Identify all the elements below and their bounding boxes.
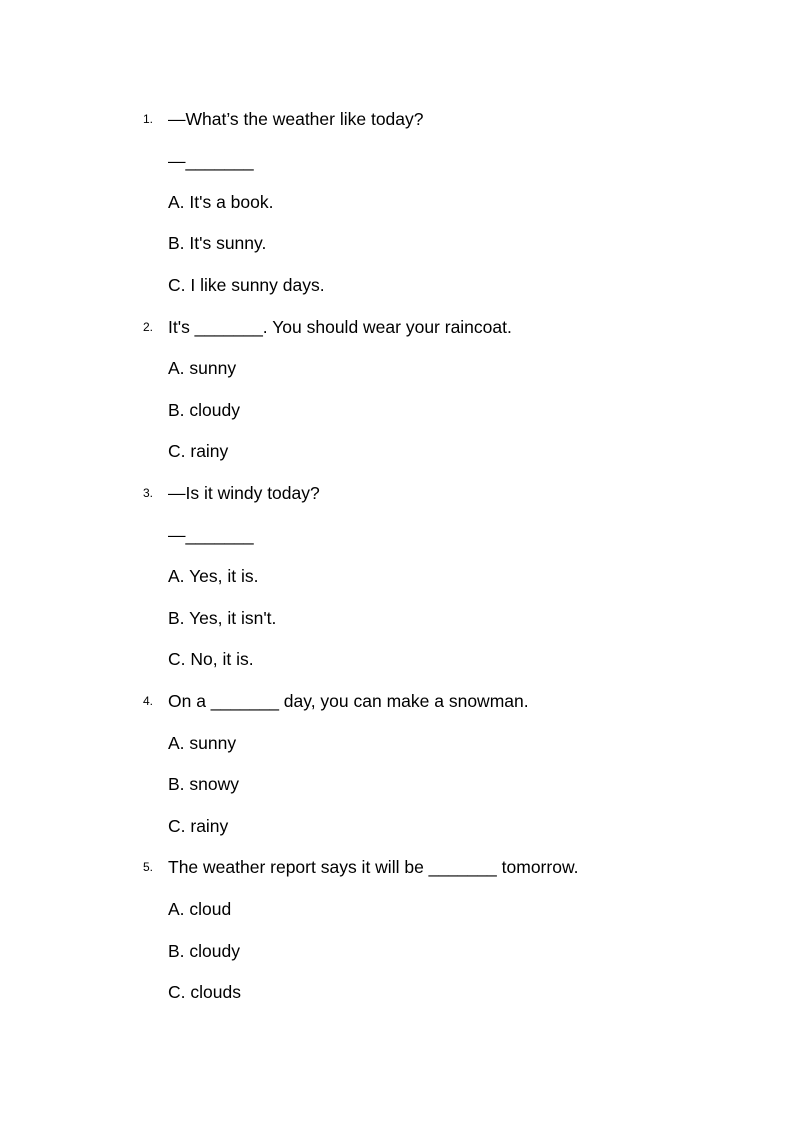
option-a: A. It's a book. (168, 192, 274, 212)
option-b: B. snowy (168, 774, 239, 794)
option-c: C. No, it is. (168, 649, 254, 669)
question-stem: —What’s the weather like today? (168, 109, 424, 129)
question-number: 2. (143, 320, 154, 334)
option-c: C. I like sunny days. (168, 275, 325, 295)
question-number: 3. (143, 486, 154, 500)
question-number: 1. (143, 112, 154, 126)
question-stem: It's _______. You should wear your raincoat. (168, 317, 512, 337)
question-stem: On a _______ day, you can make a snowman. (168, 691, 529, 711)
option-a: A. cloud (168, 899, 232, 919)
option-a: A. sunny (168, 358, 237, 378)
option-b: B. cloudy (168, 400, 240, 420)
answer-blank: —_______ (168, 151, 254, 171)
option-b: B. It's sunny. (168, 233, 267, 253)
option-a: A. sunny (168, 733, 237, 753)
option-c: C. rainy (168, 816, 229, 836)
option-c: C. clouds (168, 982, 241, 1002)
question-number: 4. (143, 694, 154, 708)
question-stem: The weather report says it will be _______ tomorrow. (168, 857, 579, 877)
question-number: 5. (143, 860, 154, 874)
option-b: B. cloudy (168, 941, 240, 961)
answer-blank: —_______ (168, 525, 254, 545)
option-b: B. Yes, it isn't. (168, 608, 277, 628)
question-stem: —Is it windy today? (168, 483, 320, 503)
option-a: A. Yes, it is. (168, 566, 259, 586)
option-c: C. rainy (168, 441, 229, 461)
